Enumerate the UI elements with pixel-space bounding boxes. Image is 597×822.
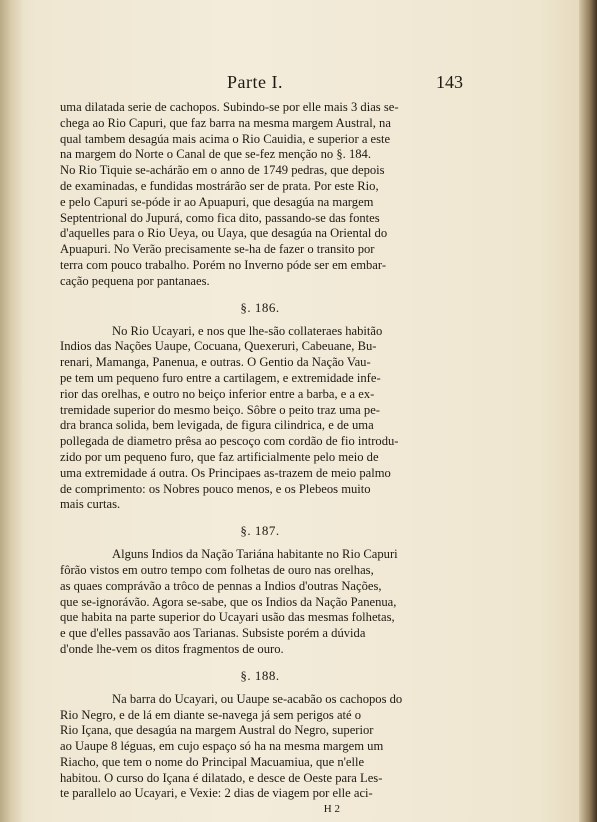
text-line: d'onde lhe-vem os ditos fragmentos de ouro.	[60, 641, 284, 656]
text-line: ao Uaupe 8 léguas, em cujo espaço só ha na mesma margem um	[60, 739, 384, 754]
text-line: de examinadas, e fundidas mostrárão ser de prata. Por este Rio,	[60, 178, 379, 193]
paragraph-188	[60, 692, 460, 803]
paragraph-continuation	[60, 100, 460, 290]
text-line: uma extremidade á outra. Os Principaes as-trazem de meio palmo	[60, 465, 391, 480]
text-line: que habita na parte superior do Ucayari usão das mesmas folhetas,	[60, 610, 395, 625]
text-line: No Rio Ucayari, e nos que lhe-são collateraes habitão	[112, 323, 383, 338]
text-line: uma dilatada serie de cachopos. Subindo-se por elle mais 3 dias se-	[60, 100, 399, 114]
text-line: d'aquelles para o Rio Ueya, ou Uaya, que desagúa na Oriental do	[60, 226, 388, 241]
page-body	[60, 70, 463, 816]
text-line: Rio Içana, que desagúa na margem Austral do Negro, superior	[60, 723, 374, 738]
text-line: rior das orelhas, e outro no beiço inferior entre a barba, e a ex-	[60, 386, 375, 401]
text-line: Na barra do Ucayari, ou Uaupe se-acabão os cachopos do	[112, 691, 403, 706]
text-line: Septentrional do Jupurá, como fica dito, passando-se das fontes	[60, 210, 380, 225]
text-line: te parallelo ao Ucayari, e Vexie: 2 dias de viagem por elle aci-	[60, 786, 373, 801]
text-line: habitou. O curso do Içana é dilatado, e desce de Oeste para Les-	[60, 770, 383, 785]
text-line: de comprimento: os Nobres pouco menos, e os Plebeos muito	[60, 481, 371, 496]
text-line: Indios das Nações Uaupe, Cocuana, Quexeruri, Cabeuane, Bu-	[60, 339, 377, 354]
page-edge-shadow	[579, 0, 597, 822]
text-line: na margem do Norte o Canal de que se-fez menção no §. 184.	[60, 147, 372, 162]
text-line: qual tambem desagúa mais acima o Rio Cauidia, e superior a este	[60, 131, 391, 146]
text-line: Apuapuri. No Verão precisamente se-ha de fazer o transito por	[60, 242, 375, 257]
text-line: zido por um pequeno furo, que faz artificialmente pelo meio de	[60, 449, 379, 464]
text-line: cação pequena por pantanaes.	[60, 273, 210, 288]
text-line: fôrão vistos em outro tempo com folhetas de ouro nas orelhas,	[60, 562, 374, 577]
section-heading-187: §. 187.	[240, 523, 280, 539]
text-line: No Rio Tiquie se-achárão em o anno de 1749 pedras, que depois	[60, 163, 385, 178]
text-line: pollegada de diametro prêsa ao pescoço com cordão de fio introdu-	[60, 434, 399, 449]
text-line: chega ao Rio Capuri, que faz barra na mesma margem Austral, na	[60, 115, 391, 130]
text-line: que se-ignorávão. Agora se-sabe, que os Indios da Nação Panenua,	[60, 594, 397, 609]
text-line: renari, Mamanga, Panenua, e outras. O Gentio da Nação Vau-	[60, 355, 371, 370]
text-line: as quaes comprávão a trôco de pennas a Indios d'outras Nações,	[60, 578, 382, 593]
text-line: tremidade superior do mesmo beiço. Sôbre o peito traz uma pe-	[60, 402, 380, 417]
text-line: Alguns Indios da Nação Tariána habitante no Rio Capuri	[112, 547, 398, 562]
running-head: Parte I.	[227, 72, 283, 92]
paragraph-187	[60, 547, 460, 658]
section-heading-188: §. 188.	[240, 667, 280, 683]
page-number: 143	[436, 72, 463, 92]
text-line: mais curtas.	[60, 497, 121, 512]
paragraph-186	[60, 324, 460, 514]
text-line: terra com pouco trabalho. Porém no Inverno póde ser em embar-	[60, 257, 387, 272]
text-line: dra branca solida, bem levigada, de figura cilindrica, e de uma	[60, 418, 374, 433]
text-line: e pelo Capuri se-póde ir ao Apuapuri, que desagúa na margem	[60, 194, 374, 209]
text-line: Rio Negro, e de lá em diante se-navega já sem perigos até o	[60, 707, 362, 722]
section-heading-186: §. 186.	[240, 299, 280, 315]
page-header	[60, 70, 463, 100]
printer-signature-mark: H 2	[323, 803, 340, 816]
text-line: e que d'elles passavão aos Tarianas. Subsiste porém a dúvida	[60, 626, 366, 641]
text-line: pe tem um pequeno furo entre a cartilagem, e extremidade infe-	[60, 370, 381, 385]
text-line: Riacho, que tem o nome do Principal Macuamiua, que n'elle	[60, 754, 365, 769]
book-binding-shadow	[0, 0, 22, 822]
